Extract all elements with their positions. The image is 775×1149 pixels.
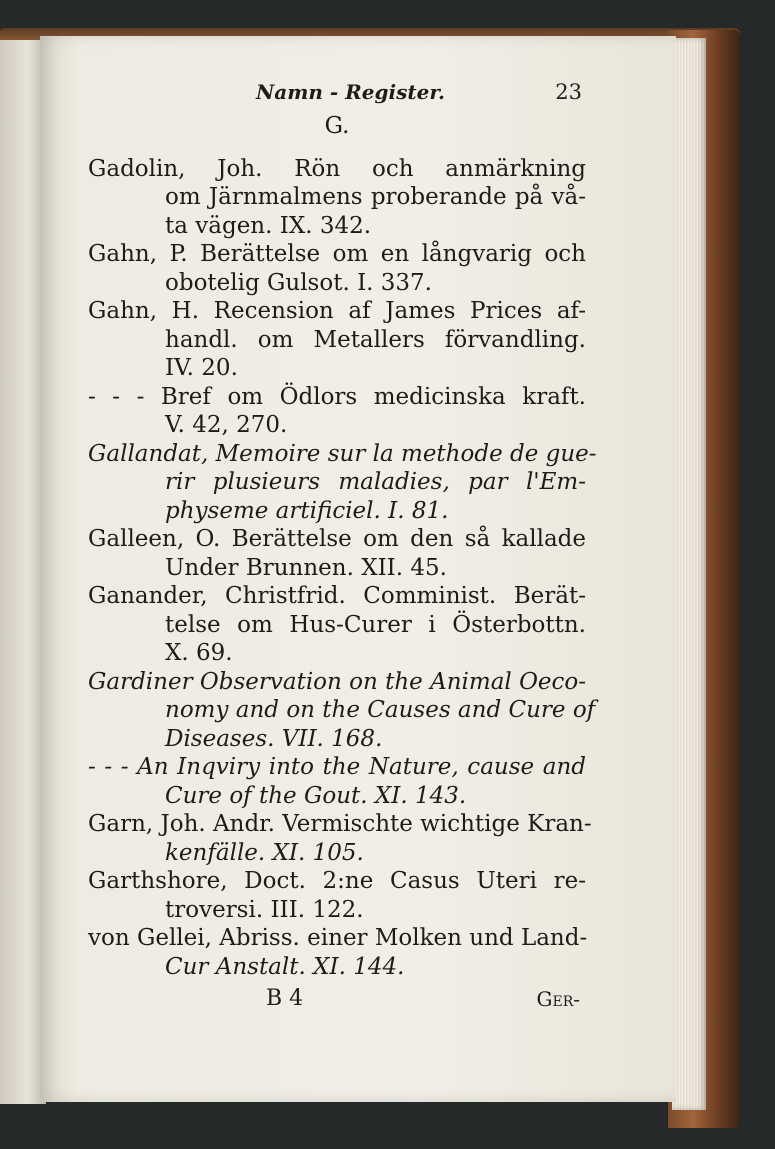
- entry-line: Gadolin, Joh. Rön och anmärkning: [88, 155, 586, 182]
- register-entry: [88, 582, 586, 668]
- entry-line: nomy and on the Causes and Cure of: [165, 697, 596, 723]
- entry-line: obotelig Gulsot. I. 337.: [165, 269, 432, 296]
- entry-line: V. 42, 270.: [165, 412, 288, 438]
- entry-line: Garthshore, Doct. 2:ne Casus Uteri re-: [88, 868, 586, 894]
- catchword: Ger-: [536, 987, 580, 1011]
- register-entry: [88, 810, 592, 867]
- register-entry: [88, 753, 586, 810]
- register-entry: [88, 924, 586, 981]
- entry-line: Gahn, H. Recension af James Prices af-: [88, 298, 586, 324]
- entry-line: Ganander, Christfrid. Comminist. Berät-: [88, 583, 586, 609]
- entry-line: IV. 20.: [165, 355, 238, 381]
- entry-line: Under Brunnen. XII. 45.: [165, 554, 447, 581]
- entry-line: kenfälle. XI. 105.: [165, 839, 364, 866]
- register-entry: [88, 525, 586, 582]
- entry-line: Cure of the Gout. XI. 143.: [165, 782, 467, 809]
- page-text: [88, 78, 597, 1015]
- entry-line: handl. om Metallers förvandling.: [165, 326, 586, 353]
- entry-line: von Gellei, Abriss. einer Molken und Land-: [88, 925, 588, 951]
- entry-line: - - - An Inqviry into the Nature, cause and: [88, 754, 586, 780]
- register-entry: [88, 155, 586, 241]
- entry-line: Cur Anstalt. XI. 144.: [165, 953, 405, 980]
- entry-line: Diseases. VII. 168.: [165, 725, 383, 752]
- page-number: 23: [555, 80, 582, 104]
- running-title: Namn - Register.: [256, 80, 445, 104]
- entry-line: Galleen, O. Berättelse om den så kallade: [88, 526, 586, 552]
- entry-line: troversi. III. 122.: [165, 896, 364, 923]
- page-footer: [88, 985, 586, 1015]
- signature-mark: B 4: [266, 986, 304, 1011]
- entry-line: X. 69.: [165, 640, 233, 666]
- register-entry: [88, 668, 596, 754]
- entry-line: Gallandat, Memoire sur la methode de gue-: [88, 440, 597, 467]
- entry-line: Gardiner Observation on the Animal Oeco-: [88, 668, 587, 695]
- register-entry: [88, 383, 586, 440]
- entry-line: rir plusieurs maladies, par l'Em-: [165, 469, 586, 495]
- entry-line: Garn, Joh. Andr. Vermischte wichtige Kran-: [88, 811, 592, 837]
- section-letter: G.: [324, 113, 350, 139]
- page-header: [88, 78, 586, 108]
- register-entry: [88, 297, 586, 383]
- entry-line: - - - Bref om Ödlors medicinska kraft.: [88, 383, 586, 410]
- entry-line: telse om Hus-Curer i Österbottn.: [165, 611, 586, 638]
- entry-line: physeme artificiel. I. 81.: [165, 497, 449, 524]
- entry-line: Gahn, P. Berättelse om en långvarig och: [88, 241, 586, 267]
- register-entry: [88, 440, 597, 526]
- entry-line: om Järnmalmens proberande på vå-: [165, 184, 586, 210]
- entry-line: ta vägen. IX. 342.: [165, 212, 372, 239]
- register-entry: [88, 867, 586, 924]
- register-entry: [88, 240, 586, 297]
- page-stack: [672, 38, 706, 1110]
